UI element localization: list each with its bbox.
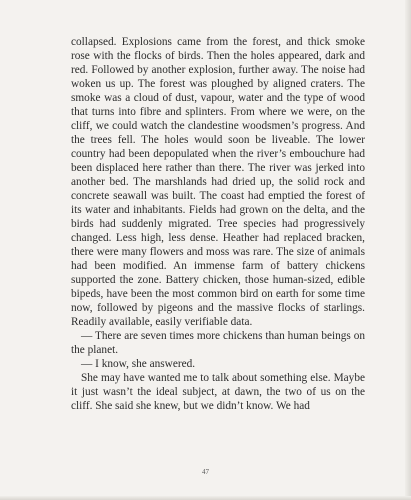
paragraph-1: collapsed. Explosions came from the forest, and thick smoke rose with the flocks of birds. Then the holes appeared, dark and red. Followed by another explosion, further away. The noise had woken us up. The forest was ploughed by aligned craters. The smoke was a cloud of dust, vapour, water and the type of wood that turns into fibre and splinters. From where we were, on the cliff, we could watch the clandestine woodsmen’s progress. And the trees fell. The holes would soon be liveable. The lower country had been depopulated when the river’s embouchure had been displaced here rather than there. The river was jerked into another bed. The marshlands had dried up, the solid rock and concrete seawall was built. The coast had emptied the forest of its water and inhabitants. Fields had grown on the delta, and the birds had suddenly migrated. Tree species had progressively changed. Less high, less dense. Heather had replaced bracken, there were many flowers and moss was rare. The size of animals had been modified. An immense farm of battery chickens supported the zone. Battery chicken, those human-sized, edible bipeds, have been the most common bird on earth for some time now, followed by pigeons and the massive flocks of starlings. Readily available, easily verifiable data.: [71, 36, 365, 328]
page-edge-shadow: [405, 0, 411, 500]
body-text: [71, 35, 365, 413]
page-number: 47: [202, 468, 209, 476]
paragraph-4: She may have wanted me to talk about something else. Maybe it just wasn’t the ideal subject, at dawn, the two of us on the cliff. She said she knew, but we didn’t know. We had: [71, 372, 365, 412]
paragraph-3: — I know, she answered.: [81, 358, 196, 370]
page-bottom-edge: [0, 496, 411, 500]
paragraph-2: — There are seven times more chickens than human beings on the planet.: [71, 330, 365, 356]
